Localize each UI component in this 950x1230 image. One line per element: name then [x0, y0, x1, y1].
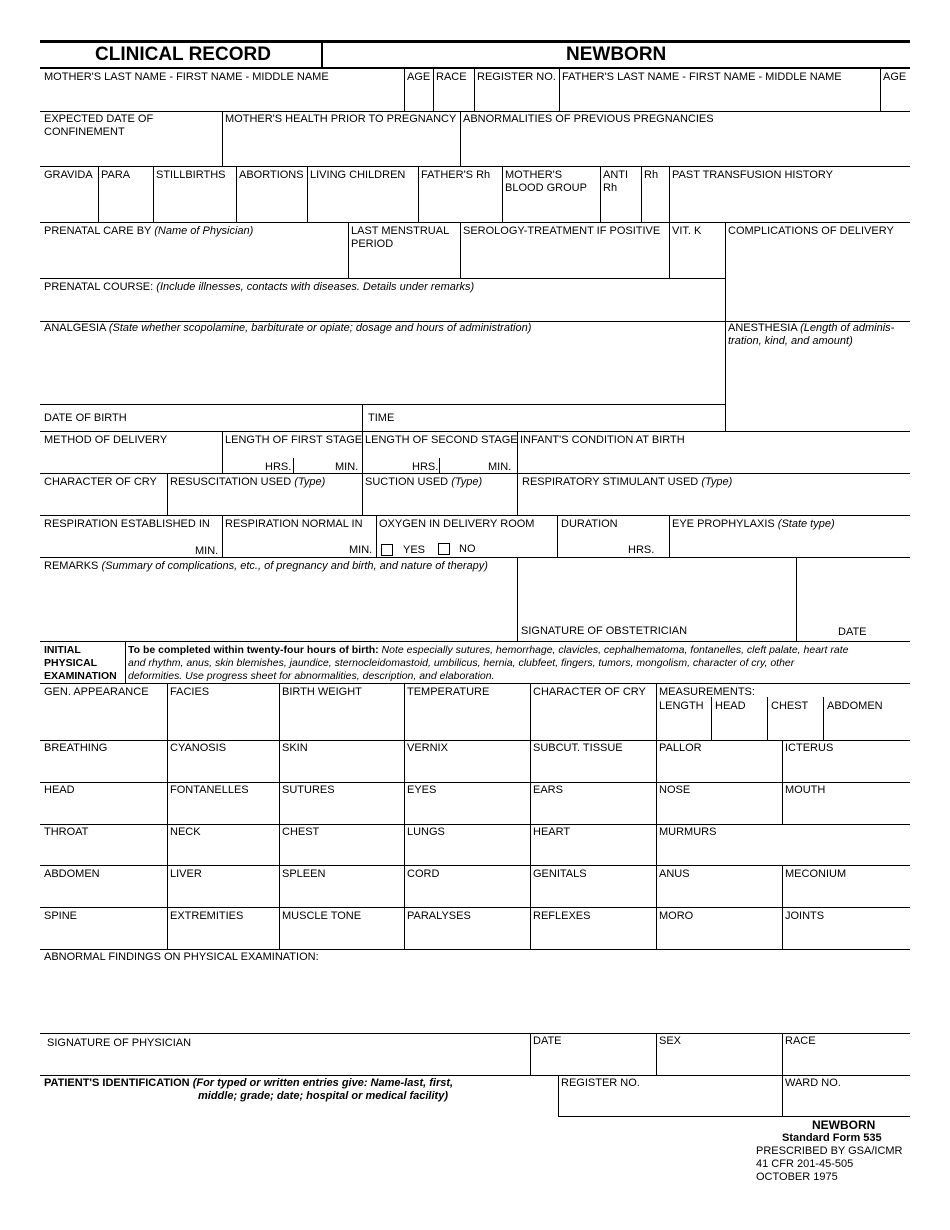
serology-label: SEROLOGY-TREATMENT IF POSITIVE	[463, 225, 661, 237]
rh-label: Rh	[644, 169, 659, 181]
moro-label: MORO	[659, 910, 694, 922]
initial-exam-line3: deformities. Use progress sheet for abnormalities, description, and elaboration.	[128, 670, 495, 682]
oxygen-no-label: NO	[459, 543, 476, 555]
heart-label: HEART	[533, 826, 571, 838]
birth-weight-label: BIRTH WEIGHT	[282, 686, 362, 698]
duration-label: DURATION	[561, 518, 618, 530]
form-title: CLINICAL RECORD	[95, 44, 271, 65]
bottom-register-no-label: REGISTER NO.	[561, 1077, 640, 1089]
prenatal-care-note: (Name of Physician)	[154, 225, 254, 237]
complications-label: COMPLICATIONS OF DELIVERY	[728, 225, 894, 237]
father-name-label: FATHER'S LAST NAME - FIRST NAME - MIDDLE NAME	[562, 71, 842, 83]
footer-form-name: NEWBORN	[812, 1118, 876, 1132]
murmurs-label: MURMURS	[659, 826, 717, 838]
prenatal-care-label	[44, 225, 253, 238]
mother-name-label: MOTHER'S LAST NAME - FIRST NAME - MIDDLE NAME	[44, 71, 329, 83]
first-stage-min-label: MIN.	[335, 461, 359, 473]
liver-label: LIVER	[170, 868, 202, 880]
para-label: PARA	[101, 169, 131, 181]
icterus-label: ICTERUS	[785, 742, 834, 754]
initial-exam-label: INITIAL PHYSICAL EXAMINATION	[44, 644, 117, 682]
suction-note: (Type)	[451, 476, 483, 488]
oxygen-no-checkbox[interactable]	[438, 543, 450, 555]
suction-label	[365, 476, 482, 489]
resuscitation-text: RESUSCITATION USED	[170, 476, 292, 488]
second-stage-label: LENGTH OF SECOND STAGE	[365, 434, 518, 446]
stillbirths-label: STILLBIRTHS	[156, 169, 226, 181]
eye-prophylaxis-note: (State type)	[777, 518, 835, 530]
duration-hrs-label: HRS.	[628, 544, 655, 556]
second-stage-hrs-label: HRS.	[412, 461, 439, 473]
prenatal-course-note: (Include illnesses, contacts with diseases. Details under remarks)	[156, 281, 475, 293]
footer-date: OCTOBER 1975	[756, 1171, 838, 1183]
bottom-date-label: DATE	[533, 1035, 562, 1047]
eye-prophylaxis-text: EYE PROPHYLAXIS	[672, 518, 775, 530]
register-no-label: REGISTER NO.	[477, 71, 556, 83]
head-measure-label: HEAD	[715, 700, 746, 712]
form-subtitle: NEWBORN	[566, 44, 667, 65]
ward-no-label: WARD NO.	[785, 1077, 841, 1089]
abdomen-measure-label: ABDOMEN	[827, 700, 883, 712]
footer-standard-form: Standard Form 535	[782, 1132, 882, 1144]
sex-label: SEX	[659, 1035, 682, 1047]
second-stage-min-label: MIN.	[488, 461, 512, 473]
initial-exam-instructions	[128, 644, 848, 657]
eye-prophylaxis-label	[672, 518, 835, 531]
transfusion-label: PAST TRANSFUSION HISTORY	[672, 169, 833, 181]
mother-age-label: AGE	[407, 71, 431, 83]
first-stage-hrs-label: HRS.	[265, 461, 292, 473]
initial-exam-line2: and rhythm, anus, skin blemishes, jaundice, sternocleidomastoid, umbilicus, hernia, clubfeet, fingers, tumors, mongolism, character of cry, other	[128, 657, 795, 669]
date-of-birth-label: DATE OF BIRTH	[44, 412, 127, 424]
fathers-rh-label: FATHER'S Rh	[421, 169, 491, 181]
fontanelles-label: FONTANELLES	[170, 784, 249, 796]
length-label: LENGTH	[659, 700, 704, 712]
temperature-label: TEMPERATURE	[407, 686, 490, 698]
prenatal-course-text: PRENATAL COURSE:	[44, 281, 154, 293]
stimulant-text: RESPIRATORY STIMULANT USED	[522, 476, 699, 488]
lungs-label: LUNGS	[407, 826, 445, 838]
paralyses-label: PARALYSES	[407, 910, 471, 922]
mouth-label: MOUTH	[785, 784, 826, 796]
obstetrician-signature-label: SIGNATURE OF OBSTETRICIAN	[521, 625, 688, 637]
edc-label: EXPECTED DATE OF CONFINEMENT	[44, 113, 154, 138]
spine-label: SPINE	[44, 910, 78, 922]
genitals-label: GENITALS	[533, 868, 587, 880]
obstetrician-date-label: DATE	[838, 626, 867, 638]
breathing-label: BREATHING	[44, 742, 108, 754]
character-of-cry-label: CHARACTER OF CRY	[44, 476, 157, 488]
established-min-label: MIN.	[195, 545, 219, 557]
initial-exam-bold: To be completed within twenty-four hours of birth:	[128, 644, 379, 656]
analgesia-text: ANALGESIA	[44, 322, 106, 334]
initial-exam-line1: Note especially sutures, hemorrhage, clavicles, cephalhematoma, fontanelles, cleft palate, heart rate	[381, 644, 849, 656]
gravida-label: GRAVIDA	[44, 169, 93, 181]
respiration-normal-label: RESPIRATION NORMAL IN	[225, 518, 363, 530]
patient-id-note2: middle; grade; date; hospital or medical facility)	[198, 1090, 448, 1102]
remarks-text: REMARKS	[44, 560, 99, 572]
remarks-label	[44, 560, 488, 573]
anesthesia-note: (Length of adminis- tration, kind, and amount)	[728, 322, 895, 347]
resuscitation-label	[170, 476, 325, 489]
anesthesia-label	[728, 322, 894, 348]
facies-label: FACIES	[170, 686, 210, 698]
cyanosis-label: CYANOSIS	[170, 742, 227, 754]
spleen-label: SPLEEN	[282, 868, 326, 880]
reflexes-label: REFLEXES	[533, 910, 591, 922]
nose-label: NOSE	[659, 784, 691, 796]
anesthesia-text: ANESTHESIA	[728, 322, 798, 334]
normal-min-label: MIN.	[349, 544, 373, 556]
gen-appearance-label: GEN. APPEARANCE	[44, 686, 149, 698]
time-of-birth-label: TIME	[368, 412, 395, 424]
suction-text: SUCTION USED	[365, 476, 449, 488]
respiratory-stimulant-label	[522, 476, 732, 489]
pallor-label: PALLOR	[659, 742, 702, 754]
sutures-label: SUTURES	[282, 784, 335, 796]
oxygen-label: OXYGEN IN DELIVERY ROOM	[379, 518, 535, 530]
mother-race-label: RACE	[436, 71, 467, 83]
form-footer	[756, 1119, 906, 1184]
first-stage-label: LENGTH OF FIRST STAGE	[225, 434, 363, 446]
mother-health-label: MOTHER'S HEALTH PRIOR TO PREGNANCY	[225, 113, 457, 125]
oxygen-yes-label: YES	[403, 544, 426, 556]
abnormal-findings-label: ABNORMAL FINDINGS ON PHYSICAL EXAMINATION:	[44, 951, 319, 963]
anus-label: ANUS	[659, 868, 690, 880]
father-age-label: AGE	[883, 71, 907, 83]
mothers-blood-group-label: MOTHER'S BLOOD GROUP	[505, 169, 587, 194]
abnormalities-label: ABNORMALITIES OF PREVIOUS PREGNANCIES	[463, 113, 714, 125]
ears-label: EARS	[533, 784, 563, 796]
patient-id-text: PATIENT'S IDENTIFICATION	[44, 1077, 190, 1089]
bottom-race-label: RACE	[785, 1035, 816, 1047]
living-children-label: LIVING CHILDREN	[310, 169, 406, 181]
footer-cfr: 41 CFR 201-45-505	[756, 1158, 854, 1170]
method-of-delivery-label: METHOD OF DELIVERY	[44, 434, 168, 446]
extremities-label: EXTREMITIES	[170, 910, 244, 922]
head-label: HEAD	[44, 784, 75, 796]
meconium-label: MECONIUM	[785, 868, 847, 880]
cord-label: CORD	[407, 868, 440, 880]
measurements-label: MEASUREMENTS:	[659, 686, 755, 698]
eyes-label: EYES	[407, 784, 437, 796]
infant-condition-label: INFANT'S CONDITION AT BIRTH	[520, 434, 685, 446]
analgesia-label	[44, 322, 531, 335]
anti-rh-label: ANTI Rh	[603, 169, 629, 194]
subcut-tissue-label: SUBCUT. TISSUE	[533, 742, 623, 754]
patient-identification-label	[44, 1077, 453, 1090]
physician-signature-label: SIGNATURE OF PHYSICIAN	[47, 1037, 192, 1049]
respiration-established-label: RESPIRATION ESTABLISHED IN	[44, 518, 210, 530]
chest-label: CHEST	[282, 826, 320, 838]
joints-label: JOINTS	[785, 910, 825, 922]
lmp-label: LAST MENSTRUAL PERIOD	[351, 225, 450, 250]
footer-prescribed: PRESCRIBED BY GSA/ICMR	[756, 1145, 903, 1157]
exam-cry-label: CHARACTER OF CRY	[533, 686, 646, 698]
abdomen-label: ABDOMEN	[44, 868, 100, 880]
prenatal-course-label	[44, 281, 474, 294]
stimulant-note: (Type)	[701, 476, 733, 488]
prenatal-care-text: PRENATAL CARE BY	[44, 225, 152, 237]
vit-k-label: VIT. K	[672, 225, 702, 237]
muscle-tone-label: MUSCLE TONE	[282, 910, 362, 922]
remarks-note: (Summary of complications, etc., of pregnancy and birth, and nature of therapy)	[101, 560, 488, 572]
throat-label: THROAT	[44, 826, 89, 838]
abortions-label: ABORTIONS	[239, 169, 304, 181]
patient-id-note1: (For typed or written entries give: Name-last, first,	[192, 1077, 454, 1089]
oxygen-yes-checkbox[interactable]	[381, 544, 393, 556]
neck-label: NECK	[170, 826, 201, 838]
analgesia-note: (State whether scopolamine, barbiturate or opiate; dosage and hours of administration)	[108, 322, 532, 334]
resuscitation-note: (Type)	[294, 476, 326, 488]
vernix-label: VERNIX	[407, 742, 448, 754]
chest-measure-label: CHEST	[771, 700, 809, 712]
skin-label: SKIN	[282, 742, 308, 754]
